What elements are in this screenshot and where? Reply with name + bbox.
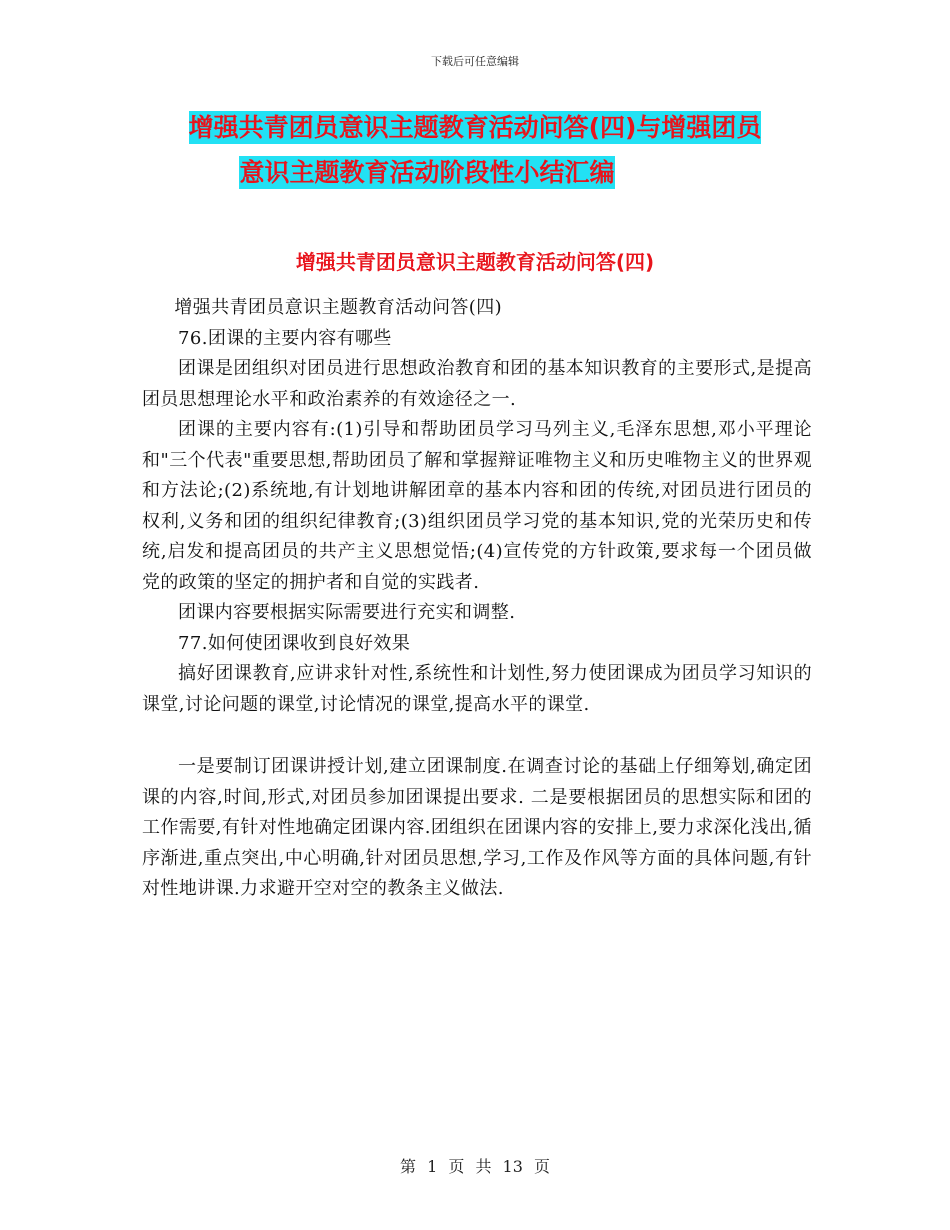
title-line-2-text: 意识主题教育活动阶段性小结汇编 (239, 158, 615, 187)
page-footer: 第 1 页 共 13 页 (400, 1157, 550, 1176)
question-76: 76.团课的主要内容有哪些 (178, 327, 392, 349)
document-title-line-2 (0, 157, 902, 189)
paragraph: 团课内容要根据实际需要进行充实和调整. (178, 602, 516, 623)
paragraph-subtitle: 增强共青团员意识主题教育活动问答(四) (174, 297, 503, 318)
document-title-line-1 (0, 112, 950, 144)
paragraph: 一是要制订团课讲授计划,建立团课制度.在调查讨论的基础上仔细筹划,确定团课的内容,时间,形式,对团员参加团课提出要求. 二是要根据团员的思想实际和团的工作需要,有针对性地确定团课内容.团组织在团课内容的安排上,要力求深化浅出,循序渐进,重点突出,中心明确,针对团员思想,学习,工作及作风等方面的具体问题,有针对性地讲课.力求避开空对空的教条主义做法. (142, 756, 812, 899)
title-line-1-text: 增强共青团员意识主题教育活动问答(四)与增强团员 (188, 113, 762, 142)
document-body (142, 293, 812, 905)
section-title: 增强共青团员意识主题教育活动问答(四) (295, 250, 655, 274)
question-77: 77.如何使团课收到良好效果 (178, 632, 411, 654)
paragraph: 团课的主要内容有:(1)引导和帮助团员学习马列主义,毛泽东思想,邓小平理论和"三个代表"重要思想,帮助团员了解和掌握辩证唯物主义和历史唯物主义的世界观和方法论;(2)系统地,有计划地讲解团章的基本内容和团的传统,对团员进行团员的权利,义务和团的组织纪律教育;(3)组织团员学习党的基本知识,党的光荣历史和传统,启发和提高团员的共产主义思想觉悟;(4)宣传党的方针政策,要求每一个团员做党的政策的坚定的拥护者和自觉的实践者. (142, 419, 812, 593)
header-note: 下载后可任意编辑 (431, 55, 519, 68)
paragraph: 团课是团组织对团员进行思想政治教育和团的基本知识教育的主要形式,是提高团员思想理论水平和政治素养的有效途径之一. (142, 358, 812, 410)
paragraph: 搞好团课教育,应讲求针对性,系统性和计划性,努力使团课成为团员学习知识的课堂,讨论问题的课堂,讨论情况的课堂,提高水平的课堂. (142, 663, 812, 715)
